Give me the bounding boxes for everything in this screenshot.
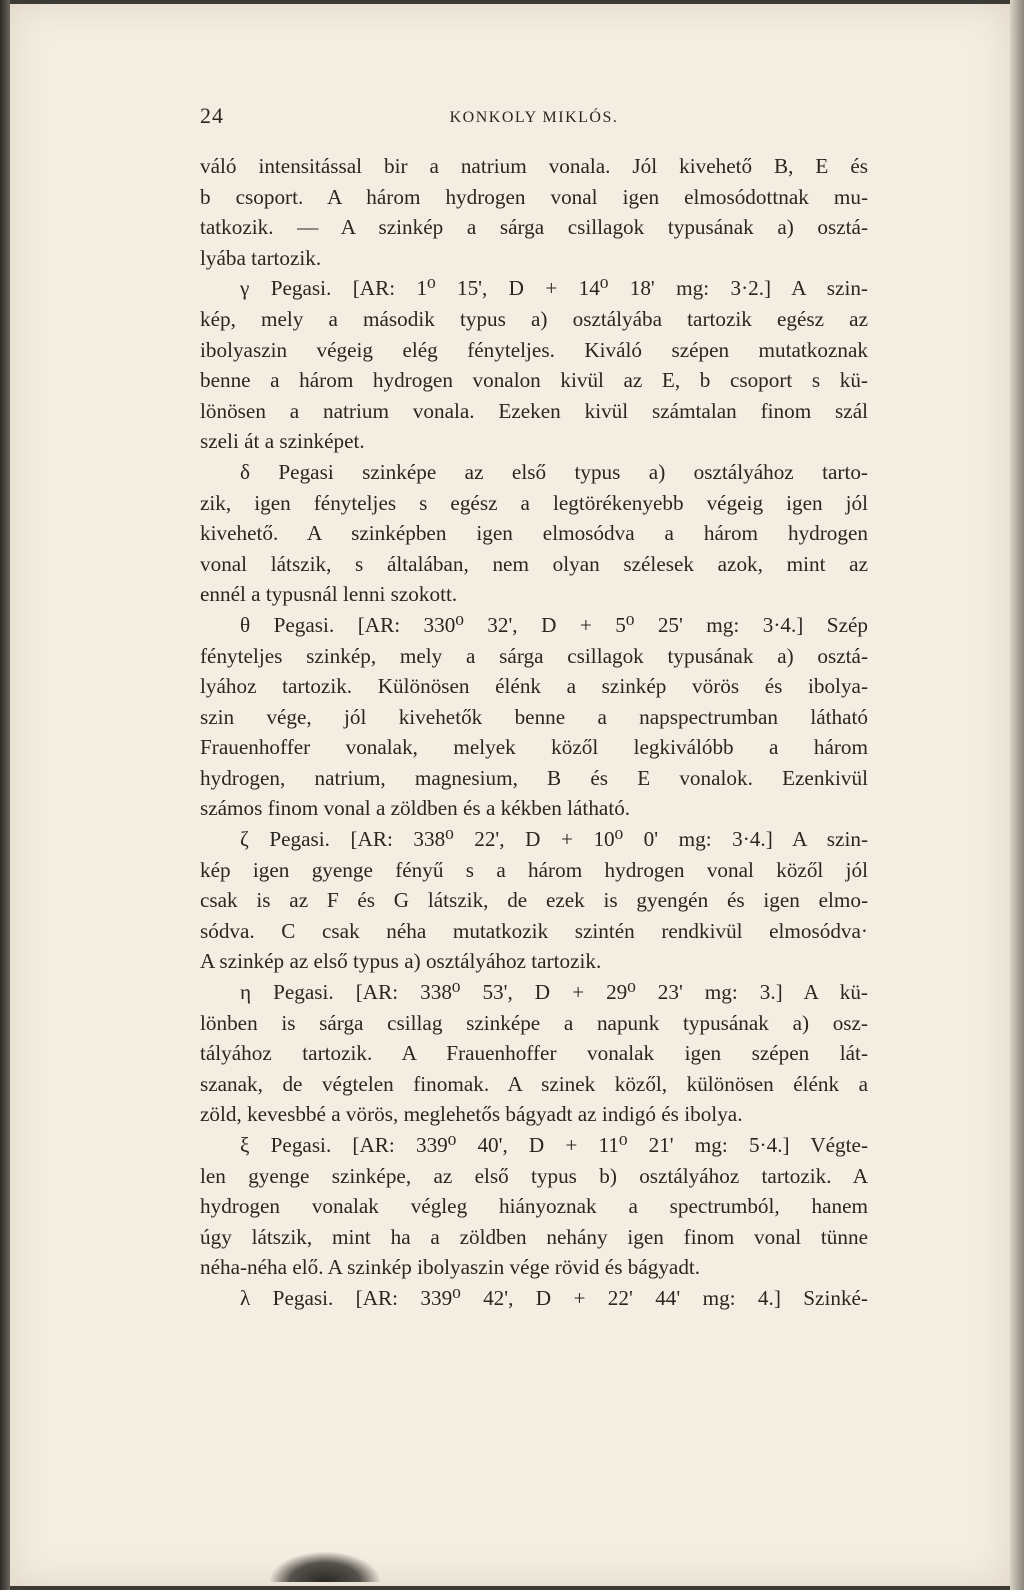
text-line: δ Pegasi szinképe az első typus a) osztályához tarto- xyxy=(240,459,868,484)
text-line: b csoport. A három hydrogen vonal igen elmosódottnak mu- xyxy=(200,184,868,209)
body-text xyxy=(200,151,868,1314)
scan-artifact xyxy=(270,1552,380,1582)
text-line: ζ Pegasi. [AR: 338⁰ 22', D + 10⁰ 0' mg: 3·4.] A szin- xyxy=(240,827,868,852)
running-head: KONKOLY MIKLÓS. xyxy=(449,109,619,126)
scan-left-edge xyxy=(0,0,10,1590)
text-line: benne a három hydrogen vonalon kivül az E, b csoport s kü- xyxy=(200,368,868,393)
text-line: csak is az F és G látszik, de ezek is gyengén és igen elmo- xyxy=(200,888,868,913)
text-line: sódva. C csak néha mutatkozik szintén rendkivül elmosódva· xyxy=(200,918,868,943)
page-header xyxy=(200,103,868,131)
text-line: szanak, de végtelen finomak. A szinek közől, különösen élénk a xyxy=(200,1071,868,1096)
text-line: zik, igen fényteljes s egész a legtörékenyebb végeig igen jól xyxy=(200,490,868,515)
text-line: tatkozik. — A szinkép a sárga csillagok typusának a) osztá- xyxy=(200,215,868,240)
text-line: kép, mely a második typus a) osztályába tartozik egész az xyxy=(200,306,868,331)
text-line: kivehető. A szinképben igen elmosódva a három hydrogen xyxy=(200,521,868,546)
text-line: lönösen a natrium vonala. Ezeken kivül számtalan finom szál xyxy=(200,398,868,423)
text-line: ennél a typusnál lenni szokott. xyxy=(200,582,458,607)
text-line: vonal látszik, s általában, nem olyan szélesek azok, mint az xyxy=(200,551,868,576)
text-line: fényteljes szinkép, mely a sárga csillagok typusának a) osztá- xyxy=(200,643,868,668)
text-line: λ Pegasi. [AR: 339⁰ 42', D + 22' 44' mg: 4.] Szinké- xyxy=(240,1285,868,1310)
text-line: lyához tartozik. Különösen élénk a szinkép vörös és ibolya- xyxy=(200,674,868,699)
text-line: θ Pegasi. [AR: 330⁰ 32', D + 5⁰ 25' mg: 3·4.] Szép xyxy=(240,612,868,637)
text-line: Frauenhoffer vonalak, melyek közől legkiválóbb a három xyxy=(200,735,868,760)
text-line: len gyenge szinképe, az első typus b) osztályához tartozik. A xyxy=(200,1163,868,1188)
text-line: szin vége, jól kivehetők benne a napspectrumban látható xyxy=(200,704,868,729)
text-line: tályához tartozik. A Frauenhoffer vonalak igen szépen lát- xyxy=(200,1041,868,1066)
text-line: hydrogen vonalak végleg hiányoznak a spectrumból, hanem xyxy=(200,1194,868,1219)
text-line: ξ Pegasi. [AR: 339⁰ 40', D + 11⁰ 21' mg: 5·4.] Végte- xyxy=(240,1133,868,1157)
text-line: η Pegasi. [AR: 338⁰ 53', D + 29⁰ 23' mg: 3.] A kü- xyxy=(240,980,868,1005)
text-line: úgy látszik, mint ha a zöldben nehány igen finom vonal tünne xyxy=(200,1224,868,1249)
text-line: lyába tartozik. xyxy=(200,245,322,270)
text-line: A szinkép az első typus a) osztályához tartozik. xyxy=(200,949,602,974)
text-line: kép igen gyenge fényű s a három hydrogen vonal közől jól xyxy=(200,857,868,882)
page-number: 24 xyxy=(200,103,224,128)
text-line: számos finom vonal a zöldben és a kékben látható. xyxy=(200,796,631,821)
text-line: szeli át a szinképet. xyxy=(200,429,365,454)
text-line: hydrogen, natrium, magnesium, B és E vonalok. Ezenkivül xyxy=(200,765,868,790)
text-line: zöld, kevesbbé a vörös, meglehetős bágyadt az indigó és ibolya. xyxy=(200,1102,743,1127)
text-line: ibolyaszin végeig elég fényteljes. Kiváló szépen mutatkoznak xyxy=(200,337,868,362)
text-line: γ Pegasi. [AR: 1⁰ 15', D + 14⁰ 18' mg: 3·2.] A szin- xyxy=(240,276,868,301)
text-line: lönben is sárga csillag szinképe a napunk typusának a) osz- xyxy=(200,1010,868,1035)
scan-right-edge xyxy=(1010,0,1024,1590)
text-line: váló intensitással bir a natrium vonala. Jól kivehető B, E és xyxy=(200,154,868,178)
text-line: néha-néha elő. A szinkép ibolyaszin vége rövid és bágyadt. xyxy=(200,1255,701,1280)
